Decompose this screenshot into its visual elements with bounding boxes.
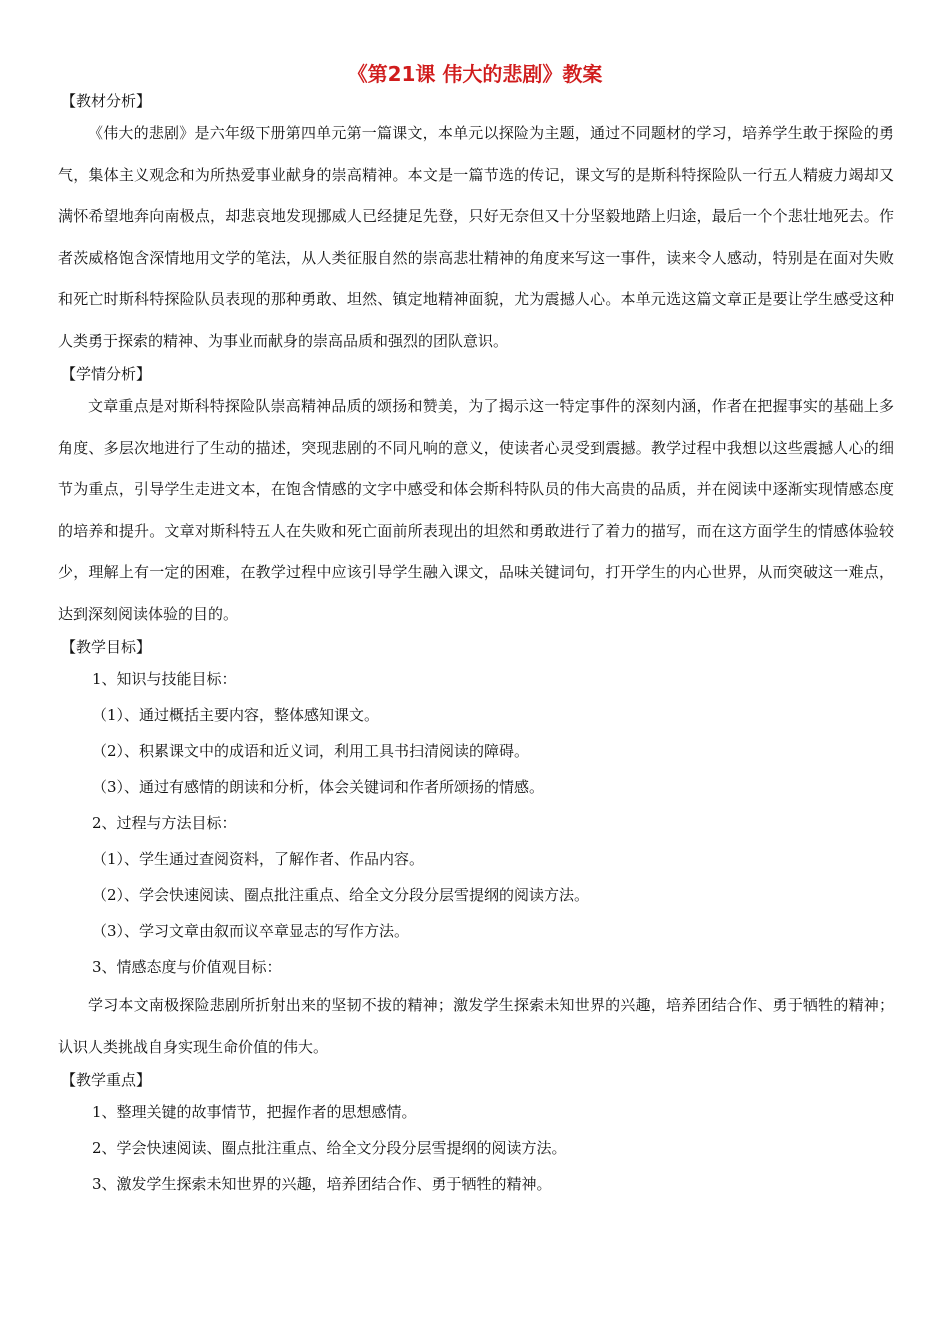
goal-category-emotion: 3、情感态度与价值观目标：: [92, 958, 282, 976]
section-paragraph: 学习本文南极探险悲剧所折射出来的坚韧不拔的精神；激发学生探索未知世界的兴趣，培养团结合作、勇于牺牲的精神；认识人类挑战自身实现生命价值的伟大。: [58, 996, 894, 1056]
section-paragraph: 《伟大的悲剧》是六年级下册第四单元第一篇课文，本单元以探险为主题，通过不同题材的学习，培养学生敢于探险的勇气，集体主义观念和为所热爱事业献身的崇高精神。本文是一篇节选的传记，课文写的是斯科特探险队一行五人精疲力竭却又满怀希望地奔向南极点，却悲哀地发现挪威人已经捷足先登，只好无奈但又十分坚毅地踏上归途，最后一个个悲壮地死去。作者茨威格饱含深情地用文学的笔法，从人类征服自然的崇高悲壮精神的角度来写这一事件，读来令人感动，特别是在面对失败和死亡时斯科特探险队员表现的那种勇敢、坦然、镇定地精神面貌，尤为震撼人心。本单元选这篇文章正是要让学生感受这种人类勇于探索的精神、为事业而献身的崇高品质和强烈的团队意识。: [58, 124, 894, 350]
list-item: （2）、学会快速阅读、圈点批注重点、给全文分段分层雪提纲的阅读方法。: [92, 886, 590, 904]
goal-category-knowledge: 1、知识与技能目标：: [92, 670, 237, 688]
list-item: （3）、学习文章由叙而议卒章显志的写作方法。: [92, 922, 410, 940]
document-body: [58, 89, 894, 1202]
section-student-analysis: [58, 362, 894, 635]
list-item: 3、激发学生探索未知世界的兴趣，培养团结合作、勇于牺牲的精神。: [92, 1175, 552, 1193]
list-item: （1）、通过概括主要内容，整体感知课文。: [92, 706, 380, 724]
section-heading: 【学情分析】: [61, 365, 152, 383]
section-paragraph: 文章重点是对斯科特探险队崇高精神品质的颂扬和赞美，为了揭示这一特定事件的深刻内涵，作者在把握事实的基础上多角度、多层次地进行了生动的描述，突现悲剧的不同凡响的意义，使读者心灵受到震撼。教学过程中我想以这些震撼人心的细节为重点，引导学生走进文本，在饱含情感的文字中感受和体会斯科特队员的伟大高贵的品质，并在阅读中逐渐实现情感态度的培养和提升。文章对斯科特五人在失败和死亡面前所表现出的坦然和勇敢进行了着力的描写，而在这方面学生的情感体验较少，理解上有一定的困难，在教学过程中应该引导学生融入课文，品味关键词句，打开学生的内心世界，从而突破这一难点，达到深刻阅读体验的目的。: [58, 397, 894, 623]
section-teaching-goals: [58, 635, 894, 1068]
section-textbook-analysis: [58, 89, 894, 362]
section-key-points: [58, 1068, 894, 1202]
list-item: （1）、学生通过查阅资料，了解作者、作品内容。: [92, 850, 425, 868]
list-item: （3）、通过有感情的朗读和分析，体会关键词和作者所颂扬的情感。: [92, 778, 545, 796]
list-item: （2）、积累课文中的成语和近义词，利用工具书扫清阅读的障碍。: [92, 742, 530, 760]
section-heading: 【教学目标】: [61, 638, 152, 656]
goal-category-process: 2、过程与方法目标：: [92, 814, 237, 832]
section-heading: 【教学重点】: [61, 1071, 152, 1089]
page-title: 《第21课 伟大的悲剧》教案: [347, 62, 603, 86]
list-item: 1、整理关键的故事情节，把握作者的思想感情。: [92, 1103, 417, 1121]
list-item: 2、学会快速阅读、圈点批注重点、给全文分段分层雪提纲的阅读方法。: [92, 1139, 567, 1157]
section-heading: 【教材分析】: [61, 92, 152, 110]
